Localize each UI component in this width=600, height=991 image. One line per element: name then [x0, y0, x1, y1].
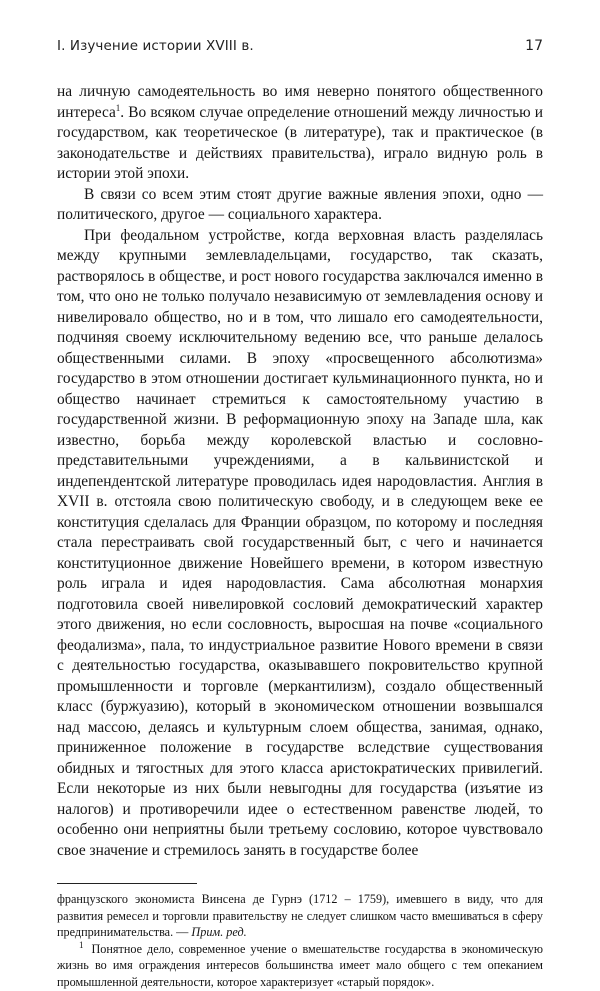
running-header	[57, 38, 543, 64]
paragraph-3: При феодальном устройстве, когда верховная власть разделялась между крупными землевладельцами, государство, так сказать, растворялось в обществе, и рост нового государства заключался именно в том, что оно не только получало независимую от землевладения основу и нивелировало общество, но и в том, что лишало его самодеятельности, подчиняя своему исключительному ведению все, что раньше делалось общественными силами. В эпоху «просвещенного абсолютизма» государство в этом отношении достигает кульминационного пункта, но и общество начинает стремиться к самостоятельному участию в государственной жизни. В реформационную эпоху на Западе шла, как известно, борьба между королевской властью и сословно-представительными учреждениями, а в кальвинистской и индепендентской литературе проводилась идея народовластия. Англия в XVII в. отстояла свою политическую свободу, и в следующем веке ее конституция сделалась для Франции образцом, по которому и последняя стала перестраивать свой государственный быт, с чего и начинается конституционное движение Новейшего времени, в котором известную роль играла и идея народовластия. Сама абсолютная монархия подготовила своей нивелировкой сословий демократический характер этого движения, но если сословность, выросшая на почве «социального феодализма», пала, то индустриальное развитие Нового времени в связи с деятельностью государства, оказывавшего покровительство крупной промышленности и торговле (меркантилизм), создало общественный класс (буржуазию), который в экономическом отношении возвышался над массою, делаясь и культурным слоем общества, занимая, однако, приниженное положение в государстве вследствие существования обидных и тягостных для этого класса аристократических привилегий. Если некоторые из них были невыгодны для государства (изъятие из налогов) и противоречили идее о естественном равенстве людей, то особенно они неприятны были третьему сословию, которое чувствовало свое значение и стремилось занять в государстве более	[57, 226, 543, 859]
footnote-continuation	[57, 891, 543, 941]
footnote-reference[interactable]: 1	[115, 102, 121, 113]
page-number: 17	[525, 38, 543, 54]
chapter-title: I. Изучение истории XVIII в.	[57, 38, 254, 54]
footnote-continuation-text: французского экономиста Винсена де Гурнэ (1712 – 1759), имевшего в виду, что для развития ремесел и торговли правительству не следует слишком часто вмешиваться в сферу предпринимательства. —	[57, 892, 543, 940]
main-text	[57, 82, 543, 861]
footnote-separator	[57, 883, 197, 884]
footnote-1-text: Понятное дело, современное учение о вмешательстве государства в экономическую жизнь во имя ограждения интересов большинства имеет мало общего с тем опеканием промышленной деятельности, которое характеризует «старый порядок».	[57, 941, 543, 989]
footnote-1	[57, 941, 543, 991]
paragraph-2: В связи со всем этим стоят другие важные явления эпохи, одно — политического, другое — социального характера.	[57, 185, 543, 223]
paragraph-1-continuation: . Во всяком случае определение отношений между личностью и государством, как теоретическое (в литературе), так и практическое (в законодательстве и действиях правительства), играло видную роль в истории этой эпохи.	[57, 103, 543, 182]
paragraph-1-text: на личную самодеятельность во имя неверно понятого общественного интереса	[57, 83, 543, 121]
footnotes	[57, 891, 543, 991]
book-page	[57, 38, 543, 991]
paragraph-1	[57, 82, 543, 185]
footnote-1-mark: 1	[79, 939, 84, 950]
editor-note: Прим. ред.	[191, 925, 247, 940]
